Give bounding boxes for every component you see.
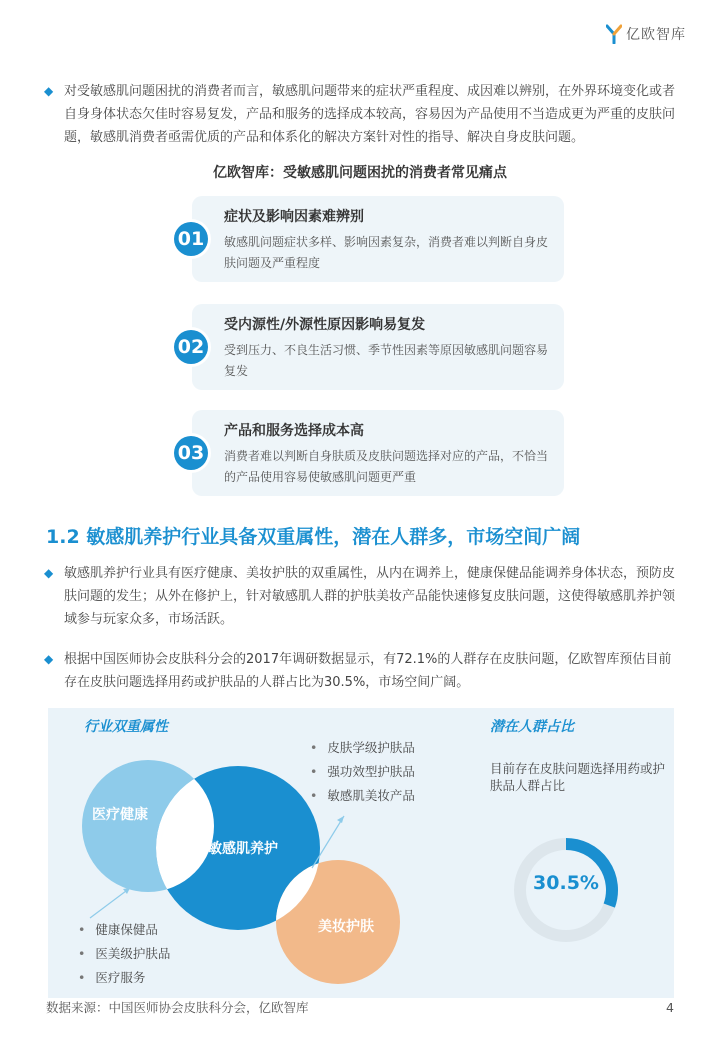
pain-point-number: 03 — [174, 436, 208, 470]
pain-point-number: 01 — [174, 222, 208, 256]
section-text-2: 根据中国医师协会皮肤科分会的2017年调研数据显示，有72.1%的人群存在皮肤问题，亿欧智库预估目前存在皮肤问题选择用药或护肤品的人群占比为30.5%，市场空间广阔。 — [64, 652, 672, 690]
pain-point-title: 产品和服务选择成本高 — [224, 423, 364, 439]
brand-logo-icon — [606, 24, 622, 44]
pain-point-card-2 — [177, 304, 564, 390]
beauty-pointer-arrow-icon — [337, 816, 344, 823]
list-item: • 强功效型护肤品 — [310, 760, 415, 784]
population-share-title: 潜在人群占比 — [490, 719, 574, 735]
list-item: • 皮肤学级护肤品 — [310, 736, 415, 760]
section-title: 1.2 敏感肌养护行业具备双重属性，潜在人群多，市场空间广阔 — [46, 526, 581, 548]
pain-point-desc: 消费者难以判断自身肤质及皮肤问题选择对应的产品，不恰当的产品使用容易使敏感肌问题更严重 — [224, 449, 549, 484]
attributes-figure — [48, 708, 674, 998]
population-share-value: 30.5% — [533, 872, 599, 894]
beauty-care-label: 美妆护肤 — [318, 919, 374, 935]
data-source: 数据来源：中国医师协会皮肤科分会，亿欧智库 — [46, 1000, 309, 1015]
pain-point-card-1 — [177, 196, 564, 282]
diamond-bullet-icon: ◆ — [44, 84, 54, 98]
list-item: • 健康保健品 — [78, 918, 170, 942]
diamond-bullet-icon: ◆ — [44, 566, 54, 580]
pain-point-title: 受内源性/外源性原因影响易复发 — [224, 317, 426, 333]
section-text-1: 敏感肌养护行业具有医疗健康、美妆护肤的双重属性，从内在调养上，健康保健品能调养身体状态，预防皮肤问题的发生；从外在修护上，针对敏感肌人群的护肤美妆产品能快速修复皮肤问题，这使得敏感肌养护领域参与玩家众多，市场活跃。 — [64, 566, 676, 627]
medical-product-list — [78, 918, 170, 990]
medical-pointer-line — [90, 888, 130, 918]
list-item: • 敏感肌美妆产品 — [310, 784, 415, 808]
pain-point-card-3 — [177, 410, 564, 496]
section-paragraph-1 — [44, 562, 684, 631]
intro-text: 对受敏感肌问题困扰的消费者而言，敏感肌问题带来的症状严重程度、成因难以辨别，在外界环境变化或者自身身体状态欠佳时容易复发，产品和服务的选择成本较高，容易因为产品使用不当造成更为严重的皮肤问题，敏感肌消费者亟需优质的产品和体系化的解决方案针对性的指导、解决自身皮肤问题。 — [64, 84, 676, 145]
pain-point-desc: 受到压力、不良生活习惯、季节性因素等原因敏感肌问题容易复发 — [224, 343, 549, 378]
diamond-bullet-icon: ◆ — [44, 652, 54, 666]
brand-logo — [606, 24, 686, 44]
beauty-product-list — [310, 736, 415, 808]
pain-point-title: 症状及影响因素难辨别 — [224, 209, 364, 225]
pain-point-number: 02 — [174, 330, 208, 364]
pain-point-desc: 敏感肌问题症状多样、影响因素复杂，消费者难以判断自身皮肤问题及严重程度 — [224, 235, 549, 270]
pain-points-title: 亿欧智库：受敏感肌问题困扰的消费者常见痛点 — [213, 165, 507, 181]
list-item: • 医美级护肤品 — [78, 942, 170, 966]
intro-paragraph — [44, 80, 684, 149]
section-paragraph-2 — [44, 648, 684, 694]
industry-attributes-title: 行业双重属性 — [84, 719, 168, 735]
list-item: • 医疗服务 — [78, 966, 170, 990]
page-number: 4 — [666, 1000, 674, 1015]
brand-name: 亿欧智库 — [626, 27, 686, 43]
sensitive-skin-care-label: 敏感肌养护 — [208, 841, 278, 857]
medical-health-label: 医疗健康 — [92, 807, 148, 823]
population-share-desc: 目前存在皮肤问题选择用药或护肤品人群占比 — [490, 761, 666, 793]
